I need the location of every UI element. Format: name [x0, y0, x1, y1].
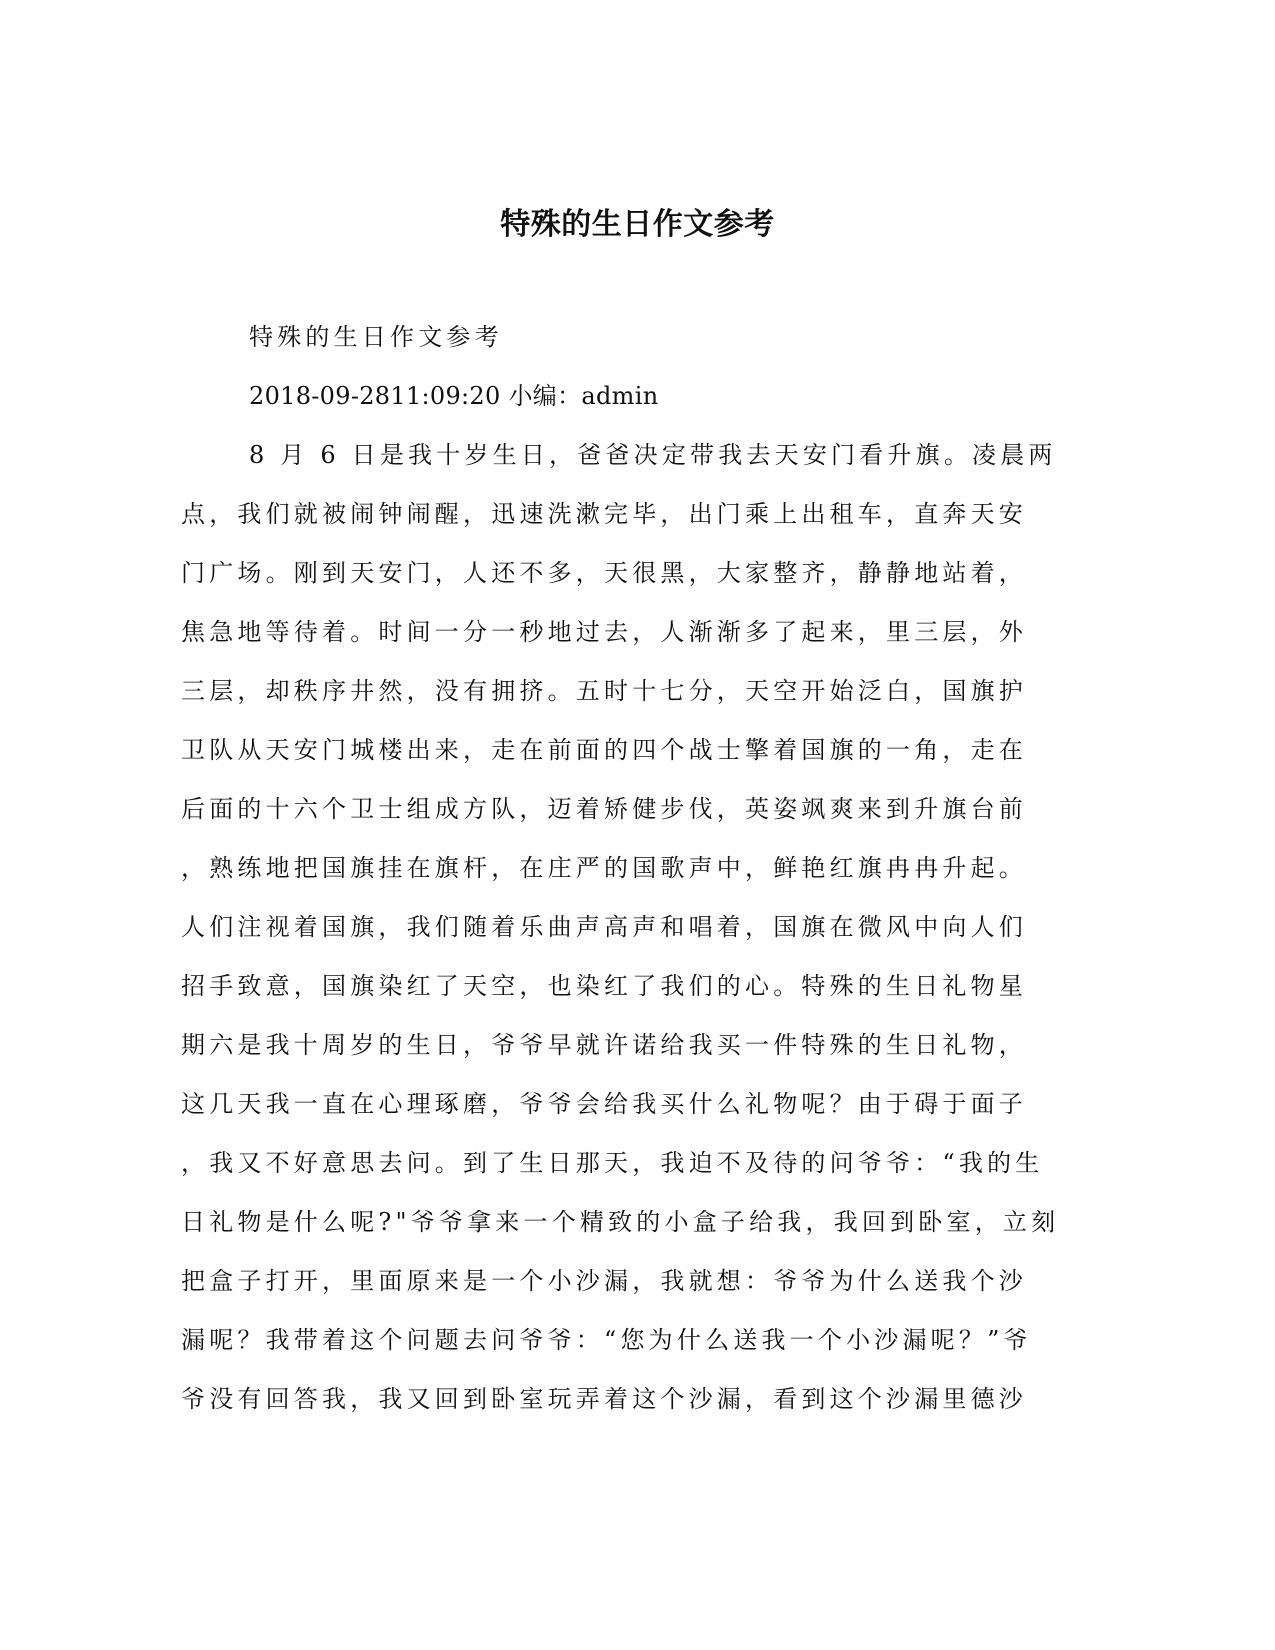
body-line: 爷没有回答我，我又回到卧室玩弄着这个沙漏，看到这个沙漏里德沙 — [181, 1385, 1027, 1413]
body-line: 日礼物是什么呢?"爷爷拿来一个精致的小盒子给我，我回到卧室，立刻 — [181, 1208, 1060, 1236]
body-line: ，熟练地把国旗挂在旗杆，在庄严的国歌声中，鲜艳红旗冉冉升起。 — [181, 854, 1027, 882]
article-meta: 2018-09-2811:09:20 小编：admin — [249, 382, 659, 410]
body-line: 漏呢？我带着这个问题去问爷爷：“您为什么送我一个小沙漏呢？”爷 — [181, 1326, 1032, 1354]
body-line: 卫队从天安门城楼出来，走在前面的四个战士擎着国旗的一角，走在 — [181, 736, 1027, 764]
body-line: 把盒子打开，里面原来是一个小沙漏，我就想：爷爷为什么送我个沙 — [181, 1267, 1027, 1295]
body-line: 点，我们就被闹钟闹醒，迅速洗漱完毕，出门乘上出租车，直奔天安 — [181, 500, 1027, 528]
document-title: 特殊的生日作文参考 — [500, 207, 775, 242]
body-line: 人们注视着国旗，我们随着乐曲声高声和唱着，国旗在微风中向人们 — [181, 913, 1027, 941]
body-line: 8 月 6 日是我十岁生日，爸爸决定带我去天安门看升旗。凌晨两 — [249, 441, 1057, 469]
body-line: 焦急地等待着。时间一分一秒地过去，人渐渐多了起来，里三层，外 — [181, 618, 1027, 646]
body-line: 门广场。刚到天安门，人还不多，天很黑，大家整齐，静静地站着， — [181, 559, 1027, 587]
body-line: 后面的十六个卫士组成方队，迈着矫健步伐，英姿飒爽来到升旗台前 — [181, 795, 1027, 823]
body-line: 期六是我十周岁的生日，爷爷早就许诺给我买一件特殊的生日礼物， — [181, 1031, 1027, 1059]
article-subtitle: 特殊的生日作文参考 — [249, 323, 503, 351]
body-line: ，我又不好意思去问。到了生日那天，我迫不及待的问爷爷：“我的生 — [181, 1149, 1044, 1177]
body-line: 招手致意，国旗染红了天空，也染红了我们的心。特殊的生日礼物星 — [181, 972, 1027, 1000]
body-line: 这几天我一直在心理琢磨，爷爷会给我买什么礼物呢？由于碍于面子 — [181, 1090, 1027, 1118]
body-line: 三层，却秩序井然，没有拥挤。五时十七分，天空开始泛白，国旗护 — [181, 677, 1027, 705]
